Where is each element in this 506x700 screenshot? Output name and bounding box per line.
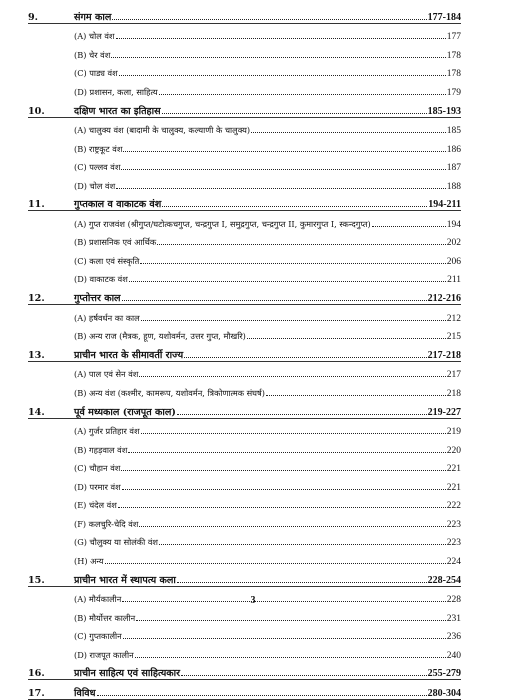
- chapter-page-range: 194-211: [428, 199, 461, 211]
- chapter-page-range: 219-227: [427, 406, 461, 418]
- dot-leader: [141, 433, 446, 434]
- section-page: 222: [446, 501, 461, 512]
- section-title: (B) चेर वंश: [74, 49, 111, 60]
- dot-leader: [181, 675, 427, 676]
- chapter-number: 10.: [28, 105, 45, 117]
- dot-leader: [129, 281, 446, 282]
- dot-leader: [159, 544, 446, 545]
- section-row[interactable]: [74, 624, 461, 643]
- section-page: 178: [446, 50, 461, 61]
- dot-leader: [251, 132, 446, 133]
- chapter-number: 14.: [28, 406, 45, 418]
- section-title: (A) पाल एवं सेन वंश: [74, 369, 139, 380]
- section-title: (C) चौहान वंश: [74, 463, 121, 474]
- section-page: 224: [446, 556, 461, 567]
- dot-leader: [177, 582, 427, 583]
- chapter-page-range: 212-216: [427, 293, 461, 305]
- chapter-row[interactable]: [28, 661, 461, 681]
- dot-leader: [135, 657, 446, 658]
- section-title: (C) कला एवं संस्कृति: [74, 255, 140, 266]
- section-page: 228: [446, 595, 461, 606]
- section-row[interactable]: [74, 474, 461, 493]
- dot-leader: [139, 376, 445, 377]
- chapter-number: 13.: [28, 349, 45, 361]
- dot-leader: [139, 526, 445, 527]
- dot-leader: [141, 320, 446, 321]
- section-title: (A) गुर्जर प्रतिहार वंश: [74, 426, 140, 437]
- chapter-number: 11.: [28, 199, 45, 211]
- section-page: 178: [446, 69, 461, 80]
- section-title: (C) गुप्तकालीन: [74, 631, 122, 642]
- section-title: (B) गहड़वाल वंश: [74, 444, 128, 455]
- section-title: (A) गुप्त राजवंश (श्रीगुप्त/घटोत्कचगुप्त, चन्द्रगुप्त I, समुद्रगुप्त, चन्द्रगुप्त II, कुमारगुप्त I, स्कन्दगुप्त): [74, 218, 371, 229]
- chapter-page-range: 177-184: [427, 11, 461, 23]
- chapter-title: पूर्व मध्यकाल (राजपूत काल): [74, 406, 176, 418]
- section-title: (B) प्रशासनिक एवं आर्थिक: [74, 237, 157, 248]
- section-title: (D) चोल वंश: [74, 180, 116, 191]
- section-page: 186: [446, 144, 461, 155]
- section-title: (A) मौर्यकालीन: [74, 594, 122, 605]
- dot-leader: [136, 620, 446, 621]
- section-title: (F) कलचुरि-चेदि वंश: [74, 518, 139, 529]
- chapter-page-range: 280-304: [427, 688, 461, 700]
- section-page: 223: [446, 519, 461, 530]
- chapter-row[interactable]: [28, 192, 461, 212]
- dot-leader: [128, 452, 445, 453]
- chapter-title: दक्षिण भारत का इतिहास: [74, 105, 161, 117]
- section-page: 211: [447, 275, 461, 286]
- section-title: (A) चोल वंश: [74, 31, 115, 42]
- section-page: 218: [446, 388, 461, 399]
- dot-leader: [121, 470, 445, 471]
- section-row[interactable]: [74, 493, 461, 512]
- section-row[interactable]: [74, 79, 461, 98]
- chapter-title: गुप्तकाल व वाकाटक वंश: [74, 199, 162, 211]
- section-page: 188: [446, 181, 461, 192]
- dot-leader: [140, 263, 445, 264]
- section-page: 221: [446, 464, 461, 475]
- section-title: (D) राजपूत कालीन: [74, 649, 134, 660]
- section-row[interactable]: [74, 61, 461, 80]
- chapter-row[interactable]: [28, 98, 461, 118]
- dot-leader: [123, 151, 445, 152]
- dot-leader: [123, 638, 446, 639]
- dot-leader: [162, 113, 427, 114]
- section-page: 217: [446, 370, 461, 381]
- section-row[interactable]: [74, 230, 461, 249]
- section-row[interactable]: [74, 511, 461, 530]
- chapter-row[interactable]: [28, 680, 461, 700]
- section-row[interactable]: [74, 136, 461, 155]
- section-row[interactable]: [74, 456, 461, 475]
- dot-leader: [122, 489, 446, 490]
- chapter-number: 17.: [28, 688, 45, 700]
- chapter-number: 9.: [28, 11, 39, 23]
- dot-leader: [112, 19, 426, 20]
- section-title: (C) पल्लव वंश: [74, 162, 121, 173]
- chapter-title: प्राचीन भारत के सीमावर्ती राज्य: [74, 349, 184, 361]
- section-row[interactable]: [74, 42, 461, 61]
- section-page: 215: [446, 332, 461, 343]
- dot-leader: [266, 395, 446, 396]
- section-row[interactable]: [74, 173, 461, 192]
- dot-leader: [121, 169, 445, 170]
- dot-leader: [184, 357, 427, 358]
- chapter-row[interactable]: [28, 285, 461, 305]
- chapter-number: 15.: [28, 574, 45, 586]
- section-title: (D) प्रशासन, कला, साहित्य: [74, 86, 158, 97]
- dot-leader: [116, 188, 446, 189]
- section-row[interactable]: [74, 324, 461, 343]
- chapter-title: गुप्तोत्तर काल: [74, 293, 121, 305]
- section-page: 231: [446, 613, 461, 624]
- section-page: 185: [446, 126, 461, 137]
- chapter-row[interactable]: [28, 567, 461, 587]
- section-page: 240: [446, 650, 461, 661]
- section-title: (C) पाड्य वंश: [74, 68, 118, 79]
- section-page: 221: [446, 482, 461, 493]
- dot-leader: [119, 75, 446, 76]
- section-title: (E) चंदेल वंश: [74, 500, 117, 511]
- section-row[interactable]: [74, 362, 461, 381]
- section-title: (A) चालुक्य वंश (बादामी के चालुक्य, कल्याणी के चालुक्य): [74, 125, 251, 136]
- section-page: 212: [446, 313, 461, 324]
- section-title: (B) अन्य राज (मैत्रक, हूण, यशोवर्मन, उत्तर गुप्त, मौखरि): [74, 331, 246, 342]
- section-row[interactable]: [74, 155, 461, 174]
- dot-leader: [159, 94, 446, 95]
- chapter-row[interactable]: [28, 4, 461, 24]
- section-row[interactable]: [74, 530, 461, 549]
- dot-leader: [97, 695, 427, 696]
- dot-leader: [372, 226, 446, 227]
- section-row[interactable]: [74, 305, 461, 324]
- chapter-page-range: 228-254: [427, 574, 461, 586]
- section-page: 202: [446, 238, 461, 249]
- chapter-number: 16.: [28, 668, 45, 680]
- chapter-page-range: 255-279: [427, 668, 461, 680]
- section-row[interactable]: [74, 548, 461, 567]
- section-row[interactable]: [74, 605, 461, 624]
- chapter-number: 12.: [28, 293, 45, 305]
- section-page: 187: [446, 163, 461, 174]
- section-title: (G) चौलुक्य या सोलंकी वंश: [74, 537, 158, 548]
- chapter-page-range: 217-218: [427, 349, 461, 361]
- section-page: 194: [446, 219, 461, 230]
- chapter-row[interactable]: [28, 399, 461, 419]
- chapter-title: विविध: [74, 688, 96, 700]
- page-number: 3: [250, 595, 256, 606]
- section-title: (A) हर्षवर्धन का काल: [74, 312, 140, 323]
- dot-leader: [118, 507, 446, 508]
- dot-leader: [116, 38, 446, 39]
- dot-leader: [157, 244, 446, 245]
- section-page: 220: [446, 445, 461, 456]
- section-row[interactable]: [74, 419, 461, 438]
- chapter-page-range: 185-193: [427, 105, 461, 117]
- section-page: 223: [446, 538, 461, 549]
- section-page: 219: [446, 427, 461, 438]
- section-row[interactable]: [74, 642, 461, 661]
- section-title: (D) परमार वंश: [74, 481, 121, 492]
- dot-leader: [247, 338, 446, 339]
- dot-leader: [177, 414, 427, 415]
- section-row[interactable]: [74, 211, 461, 230]
- section-page: 177: [446, 32, 461, 43]
- dot-leader: [111, 57, 445, 58]
- section-row[interactable]: [74, 437, 461, 456]
- section-row[interactable]: [74, 248, 461, 267]
- dot-leader: [105, 563, 446, 564]
- section-row[interactable]: [74, 380, 461, 399]
- dot-leader: [162, 206, 427, 207]
- chapter-row[interactable]: [28, 342, 461, 362]
- section-page: 236: [446, 632, 461, 643]
- section-row[interactable]: [74, 267, 461, 286]
- section-page: 179: [446, 87, 461, 98]
- chapter-title: प्राचीन साहित्य एवं साहित्यकार: [74, 668, 181, 680]
- section-title: (B) राष्ट्रकूट वंश: [74, 143, 123, 154]
- section-title: (B) अन्य वंश (कश्मीर, कामरूप, यशोवर्मन, त्रिकोणात्मक संघर्ष): [74, 387, 265, 398]
- section-row[interactable]: [74, 118, 461, 137]
- section-page: 206: [446, 256, 461, 267]
- chapter-title: संगम काल: [74, 11, 112, 23]
- section-row[interactable]: [74, 24, 461, 43]
- section-title: (B) मौर्योत्तर कालीन: [74, 612, 136, 623]
- dot-leader: [122, 300, 427, 301]
- section-title: (D) वाकाटक वंश: [74, 274, 128, 285]
- section-title: (H) अन्य: [74, 555, 104, 566]
- chapter-title: प्राचीन भारत में स्थापत्य कला: [74, 574, 176, 586]
